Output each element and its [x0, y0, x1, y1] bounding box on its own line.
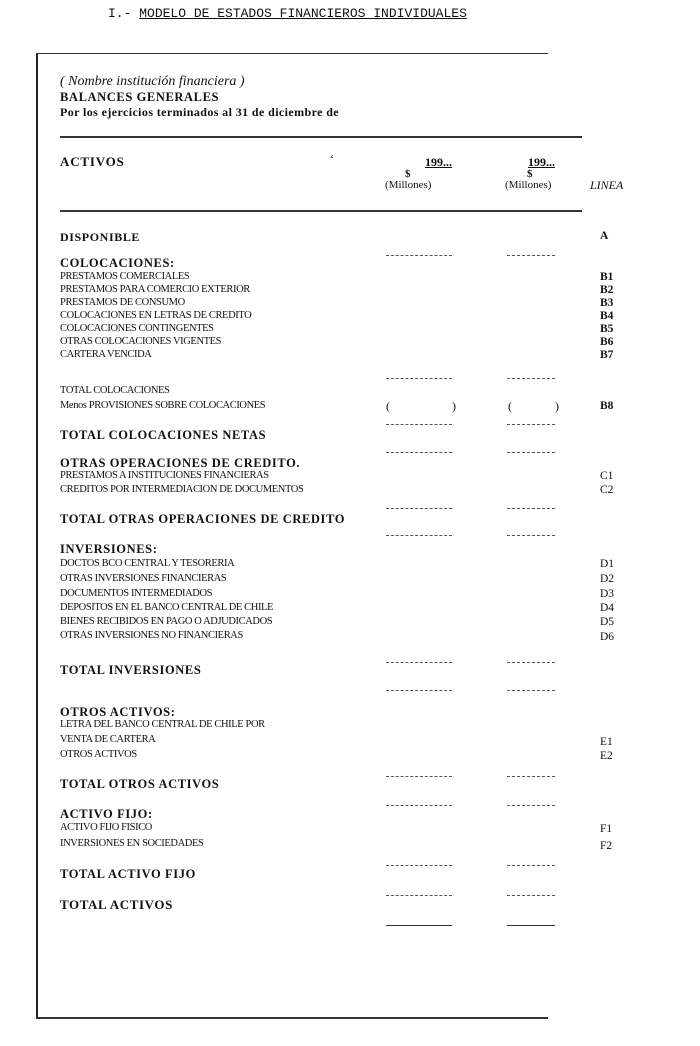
- line-code: B7: [600, 349, 614, 361]
- list-item: BIENES RECIBIDOS EN PAGO O ADJUDICADOS: [60, 616, 273, 627]
- list-item: VENTA DE CARTERA: [60, 734, 156, 745]
- total-colocaciones: TOTAL COLOCACIONES: [60, 385, 170, 396]
- list-item: OTRAS INVERSIONES FINANCIERAS: [60, 573, 227, 584]
- stray-mark: ‘: [330, 152, 334, 166]
- subtotal-line: [386, 255, 452, 256]
- line-code: C1: [600, 470, 614, 482]
- heading-title: MODELO DE ESTADOS FINANCIEROS INDIVIDUALES: [139, 6, 467, 21]
- line-code: D3: [600, 588, 615, 600]
- otras-operaciones-title: OTRAS OPERACIONES DE CREDITO.: [60, 456, 301, 470]
- subtotal-line: [386, 508, 452, 509]
- subtotal-line: [507, 895, 555, 896]
- line-code: B3: [600, 297, 614, 309]
- activos-header: ACTIVOS: [60, 154, 125, 169]
- total-colocaciones-netas: TOTAL COLOCACIONES NETAS: [60, 428, 267, 442]
- subtotal-line: [507, 805, 555, 806]
- total-inversiones: TOTAL INVERSIONES: [60, 663, 202, 677]
- subtotal-line: [386, 378, 452, 379]
- otros-activos-title: OTROS ACTIVOS:: [60, 705, 176, 719]
- subtotal-line: [507, 865, 555, 866]
- report-period: Por los ejercicios terminados al 31 de diciembre de: [60, 105, 340, 119]
- list-item: CARTERA VENCIDA: [60, 349, 152, 360]
- paren-close: ): [452, 399, 456, 413]
- total-line: [386, 925, 452, 926]
- disponible-label: DISPONIBLE: [60, 230, 141, 244]
- list-item: DOCTOS BCO CENTRAL Y TESORERIA: [60, 558, 235, 569]
- total-line: [507, 925, 555, 926]
- year-column-1: 199...: [425, 155, 452, 169]
- unit-column-2: (Millones): [505, 179, 552, 191]
- list-item: LETRA DEL BANCO CENTRAL DE CHILE POR: [60, 719, 265, 730]
- line-code: F1: [600, 823, 613, 835]
- subtotal-line: [507, 424, 555, 425]
- currency-column-1: $: [405, 168, 411, 180]
- document-heading: [108, 6, 467, 21]
- linea-header: LINEA: [590, 178, 624, 192]
- divider: [60, 136, 582, 138]
- activo-fijo-title: ACTIVO FIJO:: [60, 807, 153, 821]
- list-item: OTRAS COLOCACIONES VIGENTES: [60, 336, 222, 347]
- report-title: BALANCES GENERALES: [60, 90, 220, 104]
- list-item: ACTIVO FIJO FISICO: [60, 822, 152, 833]
- list-item: DEPOSITOS EN EL BANCO CENTRAL DE CHILE: [60, 602, 274, 613]
- subtotal-line: [386, 452, 452, 453]
- list-item: PRESTAMOS PARA COMERCIO EXTERIOR: [60, 284, 250, 295]
- line-code: C2: [600, 484, 614, 496]
- colocaciones-title: COLOCACIONES:: [60, 256, 175, 270]
- currency-column-2: $: [527, 168, 533, 180]
- frame-border-left: [36, 53, 38, 1018]
- line-code: D4: [600, 602, 615, 614]
- subtotal-line: [386, 690, 452, 691]
- subtotal-line: [507, 662, 555, 663]
- line-code: D6: [600, 631, 615, 643]
- total-activos: TOTAL ACTIVOS: [60, 897, 173, 912]
- list-item: PRESTAMOS A INSTITUCIONES FINANCIERAS: [60, 470, 269, 481]
- subtotal-line: [507, 690, 555, 691]
- heading-prefix: I.-: [108, 6, 140, 21]
- line-code: A: [600, 230, 609, 242]
- line-code: B2: [600, 284, 614, 296]
- line-code: E2: [600, 750, 613, 762]
- paren-open: (: [508, 399, 512, 413]
- subtotal-line: [507, 255, 555, 256]
- unit-column-1: (Millones): [385, 179, 432, 191]
- line-code: E1: [600, 736, 613, 748]
- inversiones-title: INVERSIONES:: [60, 542, 158, 556]
- subtotal-line: [386, 535, 452, 536]
- paren-close: ): [555, 399, 559, 413]
- line-code: B1: [600, 271, 614, 283]
- total-otros-activos: TOTAL OTROS ACTIVOS: [60, 777, 220, 791]
- subtotal-line: [507, 508, 555, 509]
- list-item: OTRAS INVERSIONES NO FINANCIERAS: [60, 630, 243, 641]
- list-item: INVERSIONES EN SOCIEDADES: [60, 838, 204, 849]
- year-column-2: 199...: [528, 155, 555, 169]
- subtotal-line: [386, 865, 452, 866]
- frame-border-bottom: [36, 1017, 548, 1019]
- subtotal-line: [507, 535, 555, 536]
- list-item: CREDITOS POR INTERMEDIACION DE DOCUMENTOS: [60, 484, 304, 495]
- list-item: PRESTAMOS DE CONSUMO: [60, 297, 185, 308]
- list-item: COLOCACIONES EN LETRAS DE CREDITO: [60, 310, 252, 321]
- subtotal-line: [386, 895, 452, 896]
- subtotal-line: [507, 378, 555, 379]
- subtotal-line: [507, 776, 555, 777]
- subtotal-line: [507, 452, 555, 453]
- frame-border-top: [36, 53, 548, 54]
- line-code: D2: [600, 573, 615, 585]
- line-code: B6: [600, 336, 614, 348]
- line-code: B4: [600, 310, 614, 322]
- line-code: D5: [600, 616, 615, 628]
- subtotal-line: [386, 424, 452, 425]
- list-item: COLOCACIONES CONTINGENTES: [60, 323, 214, 334]
- subtotal-line: [386, 662, 452, 663]
- institution-name: ( Nombre institución financiera ): [60, 74, 245, 89]
- line-code: B8: [600, 400, 614, 412]
- line-code: F2: [600, 840, 613, 852]
- line-code: B5: [600, 323, 614, 335]
- line-code: D1: [600, 558, 615, 570]
- divider: [60, 210, 582, 212]
- subtotal-line: [386, 805, 452, 806]
- subtotal-line: [386, 776, 452, 777]
- provisiones-label: Menos PROVISIONES SOBRE COLOCACIONES: [60, 400, 266, 411]
- list-item: OTROS ACTIVOS: [60, 749, 137, 760]
- list-item: PRESTAMOS COMERCIALES: [60, 271, 190, 282]
- paren-open: (: [386, 399, 390, 413]
- list-item: DOCUMENTOS INTERMEDIADOS: [60, 588, 213, 599]
- total-activo-fijo: TOTAL ACTIVO FIJO: [60, 867, 196, 881]
- total-otras-operaciones: TOTAL OTRAS OPERACIONES DE CREDITO: [60, 512, 346, 526]
